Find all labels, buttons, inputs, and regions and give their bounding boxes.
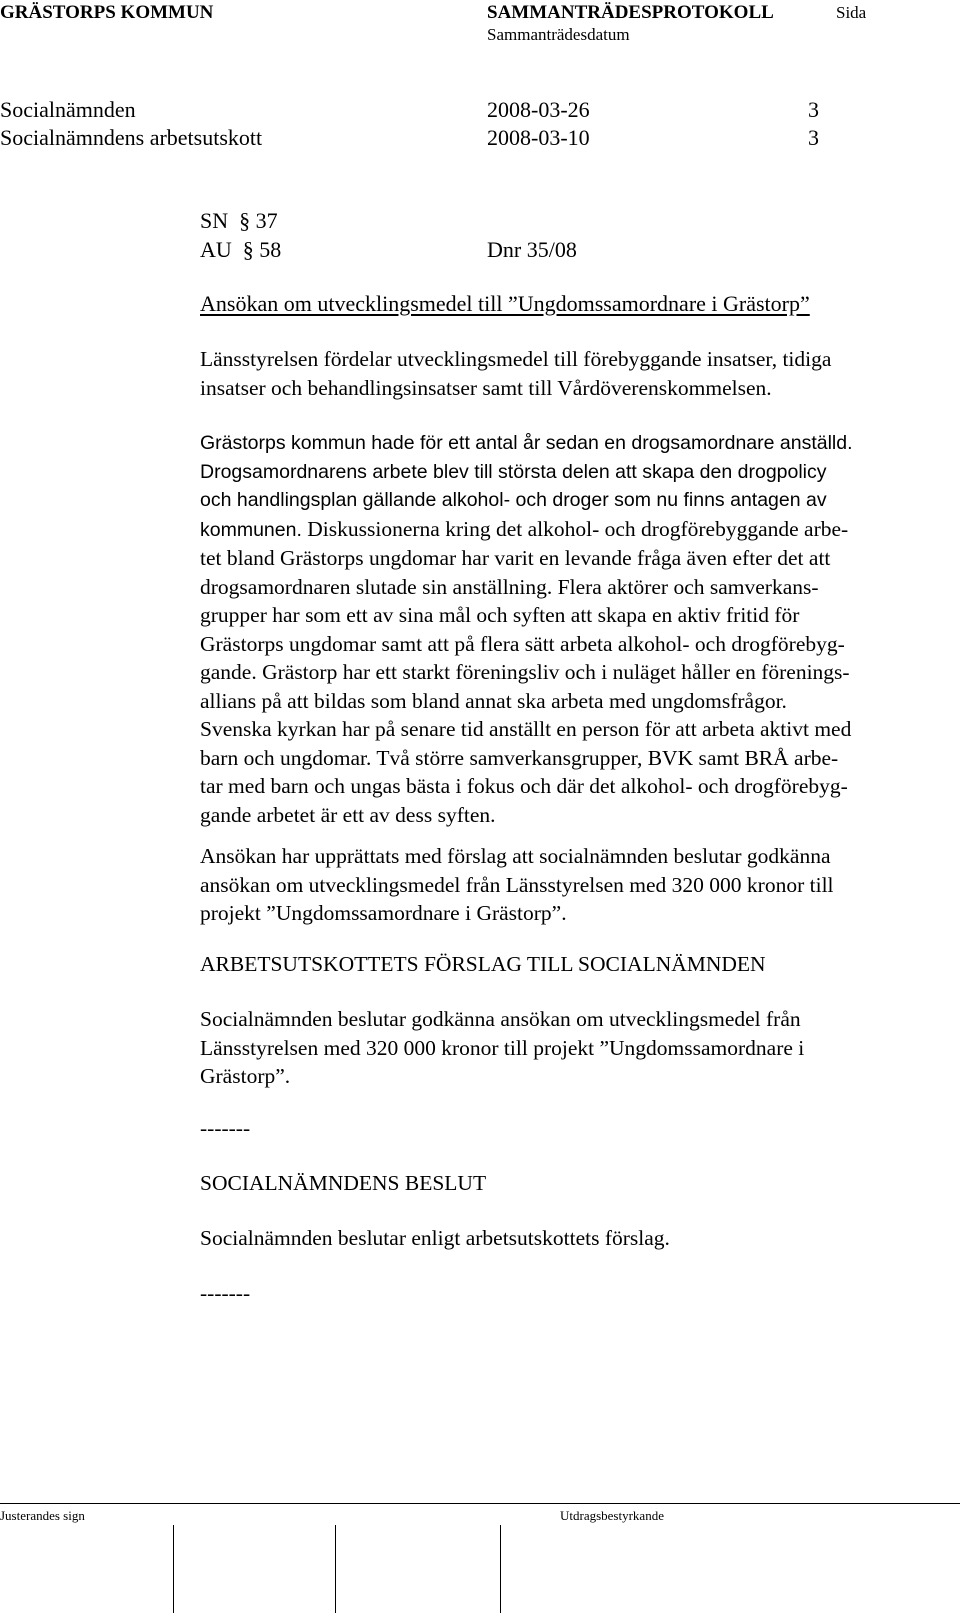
justerandes-sign-label: Justerandes sign xyxy=(0,1508,85,1523)
meeting-page: 3 xyxy=(808,125,819,150)
diary-number: Dnr 35/08 xyxy=(487,237,577,262)
sn-paragraph-ref: SN § 37 xyxy=(200,208,278,233)
decision-text: Socialnämnden beslutar enligt arbetsutskottets förslag. xyxy=(200,1226,670,1250)
separator: ------- xyxy=(200,1281,251,1305)
document-type: SAMMANTRÄDESPROTOKOLL xyxy=(487,2,774,23)
separator: ------- xyxy=(200,1116,251,1140)
page-label: Sida xyxy=(836,3,867,22)
signature-box-divider xyxy=(500,1525,501,1613)
decision-heading: SOCIALNÄMNDENS BESLUT xyxy=(200,1171,487,1195)
meeting-body: Socialnämndens arbetsutskott xyxy=(0,125,263,150)
meeting-page: 3 xyxy=(808,97,819,122)
au-paragraph-ref: AU § 58 xyxy=(200,237,282,262)
org-name: GRÄSTORPS KOMMUN xyxy=(0,2,214,23)
case-title: Ansökan om utvecklingsmedel till ”Ungdomssamordnare i Grästorp” xyxy=(200,291,810,316)
meeting-date-label: Sammanträdesdatum xyxy=(487,25,630,44)
signature-box-divider xyxy=(173,1525,174,1613)
meeting-body: Socialnämnden xyxy=(0,97,136,122)
footer-divider xyxy=(0,1503,960,1504)
meeting-date: 2008-03-10 xyxy=(487,125,590,150)
signature-box-divider xyxy=(335,1525,336,1613)
meeting-date: 2008-03-26 xyxy=(487,97,590,122)
intro-paragraph: Länsstyrelsen fördelar utvecklingsmedel till förebyggande insatser, tidiga insatser och behandlingsinsatser samt till Vårdöverenskommelsen. xyxy=(200,347,832,400)
extract-certification-label: Utdragsbestyrkande xyxy=(560,1508,664,1523)
background-paragraph: Grästorps kommun hade för ett antal år sedan en drogsamordnare anställd. Drogsamordnarens arbete blev till största delen att skapa den drogpolicy och handlingsplan gällande alkohol- och droger som nu finns antagen av kommunen. Diskussionerna kring det alkohol- och drogförebyggande arbe- tet bland Grästorps ungdomar har varit en levande fråga även efter det att drogsamordnaren slutade sin anställning. Flera aktörer och samverkans- grupper har som ett av sina mål och syften att skapa en aktiv fritid för Grästorps ungdomar samt att på flera sätt arbeta alkohol- och drogförebyg- gande. Grästorp har ett starkt föreningsliv och i nuläget håller en förenings- allians på att bildas som bland annat ska arbeta med ungdomsfrågor. Svenska kyrkan har på senare tid anställt en person för att arbeta aktivt med barn och ungdomar. Två större samverkansgrupper, BVK samt BRÅ arbe- tar med barn och ungas bästa i fokus och där det alkohol- och drogförebyg- gande arbetet är ett av dess syften. xyxy=(200,432,853,827)
proposal-heading: ARBETSUTSKOTTETS FÖRSLAG TILL SOCIALNÄMNDEN xyxy=(200,952,766,976)
proposal-paragraph: Socialnämnden beslutar godkänna ansökan om utvecklingsmedel från Länsstyrelsen med 320 000 kronor till projekt ”Ungdomssamordnare i Grästorp”. xyxy=(200,1007,805,1088)
application-paragraph: Ansökan har upprättats med förslag att socialnämnden beslutar godkänna ansökan om utvecklingsmedel från Länsstyrelsen med 320 000 kronor till projekt ”Ungdomssamordnare i Grästorp”. xyxy=(200,844,834,925)
